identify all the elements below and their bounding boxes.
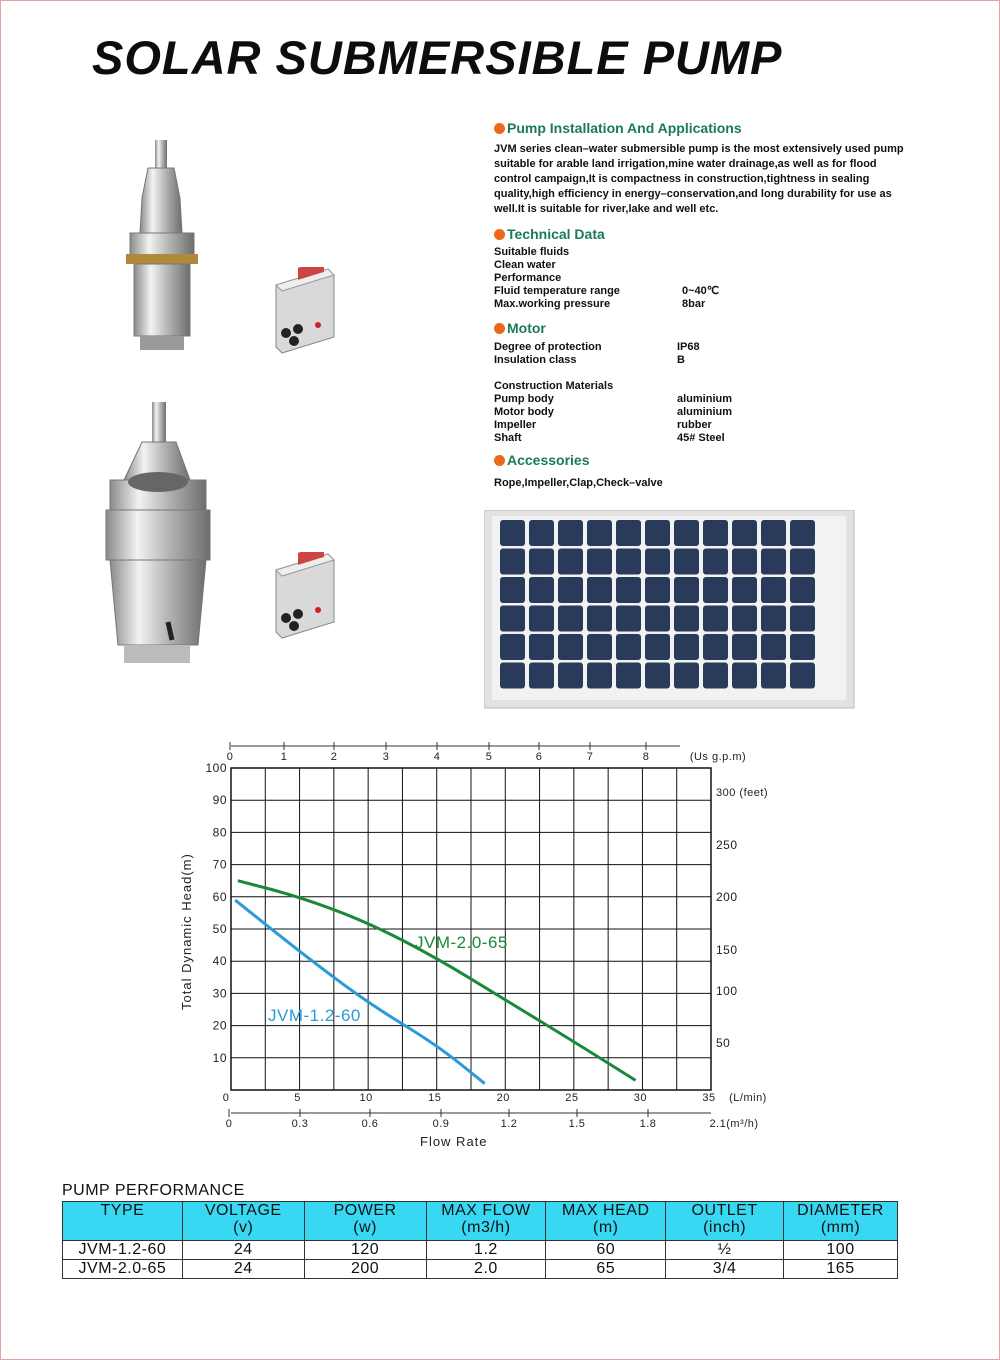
motor-label: Degree of protection xyxy=(494,341,602,353)
motor-value: B xyxy=(677,354,685,366)
table-cell: 2.0 xyxy=(426,1260,546,1279)
table-row xyxy=(63,1241,898,1260)
y-tick-label: 100 xyxy=(205,761,227,775)
motor-value: IP68 xyxy=(677,341,700,353)
table-cell: 3/4 xyxy=(666,1260,784,1279)
x-unit-gpm: (Us g.p.m) xyxy=(689,751,747,763)
page-title: SOLAR SUBMERSIBLE PUMP xyxy=(92,31,783,84)
x-tick-label-gpm: 6 xyxy=(535,751,543,763)
x-tick-label-m3h: 0 xyxy=(225,1118,233,1130)
performance-title: PUMP PERFORMANCE xyxy=(62,1182,245,1199)
x-tick-label-gpm: 8 xyxy=(642,751,650,763)
x-tick-label-m3h: 0.9 xyxy=(432,1118,450,1130)
y-tick-label: 50 xyxy=(212,922,227,936)
table-cell: 60 xyxy=(546,1241,666,1260)
header-unit: (m) xyxy=(592,1219,619,1236)
x-tick-label-gpm: 3 xyxy=(382,751,390,763)
x-unit-m3h: 2.1(m³/h) xyxy=(709,1118,759,1130)
y-tick-label-feet: 200 xyxy=(716,890,738,904)
y-tick-label: 60 xyxy=(212,889,227,904)
header-unit: (inch) xyxy=(703,1219,747,1236)
table-cell: ½ xyxy=(666,1241,784,1260)
table-header-cell xyxy=(546,1202,666,1241)
y-tick-label-feet: 150 xyxy=(716,943,738,957)
x-tick-label-lmin: 30 xyxy=(633,1092,648,1104)
table-header-cell xyxy=(784,1202,898,1241)
table-cell: 200 xyxy=(304,1260,426,1279)
header-unit: (mm) xyxy=(820,1219,861,1236)
x-tick-label-m3h: 1.5 xyxy=(568,1118,586,1130)
x-tick-label-gpm: 1 xyxy=(280,751,288,763)
material-label: Motor body xyxy=(494,406,554,418)
x-tick-label-lmin: 10 xyxy=(359,1092,373,1104)
motor-heading: Motor xyxy=(494,320,546,336)
table-header-cell xyxy=(426,1202,546,1241)
header-name: VOLTAGE xyxy=(204,1202,282,1219)
x-tick-label-gpm: 5 xyxy=(485,751,493,763)
table-cell: 24 xyxy=(182,1241,304,1260)
table-cell: JVM-2.0-65 xyxy=(63,1260,183,1279)
table-header-cell xyxy=(666,1202,784,1241)
performance-table xyxy=(62,1201,898,1279)
x-tick-label-lmin: 25 xyxy=(565,1092,579,1104)
table-cell: 100 xyxy=(784,1241,898,1260)
x-unit-lmin: (L/min) xyxy=(729,1092,767,1104)
table-cell: 120 xyxy=(304,1241,426,1260)
x-tick-label-gpm: 7 xyxy=(586,751,594,763)
header-name: OUTLET xyxy=(691,1202,758,1219)
x-tick-label-m3h: 1.8 xyxy=(639,1118,657,1130)
y-tick-label: 40 xyxy=(212,954,227,969)
installation-text: JVM series clean–water submersible pump is the most extensively used pump suitable for arable land irrigation,mine water drainage,as well as for flood control campaign,It is compactness in construction,tightness in sealing quality,high efficiency in energy–conservation,and long durability for use as well.It is suitable for river,lake and well etc. xyxy=(494,143,904,215)
x-axis-label: Flow Rate xyxy=(420,1134,488,1149)
material-label: Pump body xyxy=(494,393,554,405)
material-label: Shaft xyxy=(494,432,522,444)
technical-heading: Technical Data xyxy=(494,226,605,242)
y-unit-feet: 300 (feet) xyxy=(716,787,769,799)
header-name: TYPE xyxy=(100,1202,145,1219)
y-tick-label: 90 xyxy=(212,793,227,808)
y-tick-label: 80 xyxy=(212,825,227,840)
x-tick-label-lmin: 5 xyxy=(294,1092,301,1104)
y-tick-label-feet: 100 xyxy=(716,984,738,998)
table-cell: 1.2 xyxy=(426,1241,546,1260)
technical-label: Clean water xyxy=(494,259,556,271)
series-label: JVM-2.0-65 xyxy=(415,933,508,952)
y-tick-label-feet: 50 xyxy=(716,1036,731,1050)
header-unit: (m3/h) xyxy=(461,1219,511,1236)
series-line xyxy=(235,900,485,1084)
header-name: DIAMETER xyxy=(797,1202,884,1219)
table-cell: JVM-1.2-60 xyxy=(63,1241,183,1260)
technical-value: 8bar xyxy=(682,298,706,310)
material-label: Impeller xyxy=(494,419,537,431)
table-header-cell xyxy=(63,1202,183,1241)
installation-heading: Pump Installation And Applications xyxy=(494,120,742,136)
x-tick-label-lmin: 15 xyxy=(428,1092,442,1104)
y-axis-label: Total Dynamic Head(m) xyxy=(179,853,194,1010)
header-name: POWER xyxy=(333,1202,397,1219)
header-name: MAX HEAD xyxy=(561,1202,650,1219)
material-value: aluminium xyxy=(677,393,733,405)
y-tick-label: 70 xyxy=(212,857,227,872)
x-tick-label-gpm: 4 xyxy=(433,751,441,763)
material-value: rubber xyxy=(677,419,712,431)
x-tick-label-m3h: 1.2 xyxy=(500,1118,518,1130)
technical-label: Performance xyxy=(494,272,562,284)
material-value: 45# Steel xyxy=(677,432,725,444)
accessories-heading: Accessories xyxy=(494,452,590,468)
table-header-cell xyxy=(304,1202,426,1241)
table-cell: 65 xyxy=(546,1260,666,1279)
technical-label: Suitable fluids xyxy=(494,246,570,258)
technical-label: Max.working pressure xyxy=(494,298,611,310)
table-header-row xyxy=(63,1202,898,1241)
y-tick-label: 10 xyxy=(212,1050,227,1065)
table-row xyxy=(63,1260,898,1279)
accessories-text: Rope,Impeller,Clap,Check–valve xyxy=(494,477,663,489)
y-tick-label: 20 xyxy=(212,1018,227,1033)
header-name: MAX FLOW xyxy=(441,1202,531,1219)
x-tick-label-gpm: 2 xyxy=(330,751,338,763)
materials-heading: Construction Materials xyxy=(494,380,614,392)
material-value: aluminium xyxy=(677,406,733,418)
header-unit: (v) xyxy=(233,1219,254,1236)
x-tick-label-gpm: 0 xyxy=(226,751,234,763)
motor-label: Insulation class xyxy=(494,354,577,366)
table-cell: 165 xyxy=(784,1260,898,1279)
technical-label: Fluid temperature range xyxy=(494,285,620,297)
table-cell: 24 xyxy=(182,1260,304,1279)
x-tick-label-lmin: 35 xyxy=(702,1092,716,1104)
series-label: JVM-1.2-60 xyxy=(268,1006,361,1025)
header-unit: (w) xyxy=(353,1219,377,1236)
x-tick-label-lmin: 0 xyxy=(222,1092,230,1104)
x-tick-label-m3h: 0.3 xyxy=(291,1118,309,1130)
y-tick-label-feet: 250 xyxy=(716,838,738,852)
y-tick-label: 30 xyxy=(212,986,227,1001)
x-tick-label-m3h: 0.6 xyxy=(361,1118,379,1130)
x-tick-label-lmin: 20 xyxy=(496,1092,510,1104)
table-header-cell xyxy=(182,1202,304,1241)
technical-value: 0~40℃ xyxy=(682,285,720,297)
